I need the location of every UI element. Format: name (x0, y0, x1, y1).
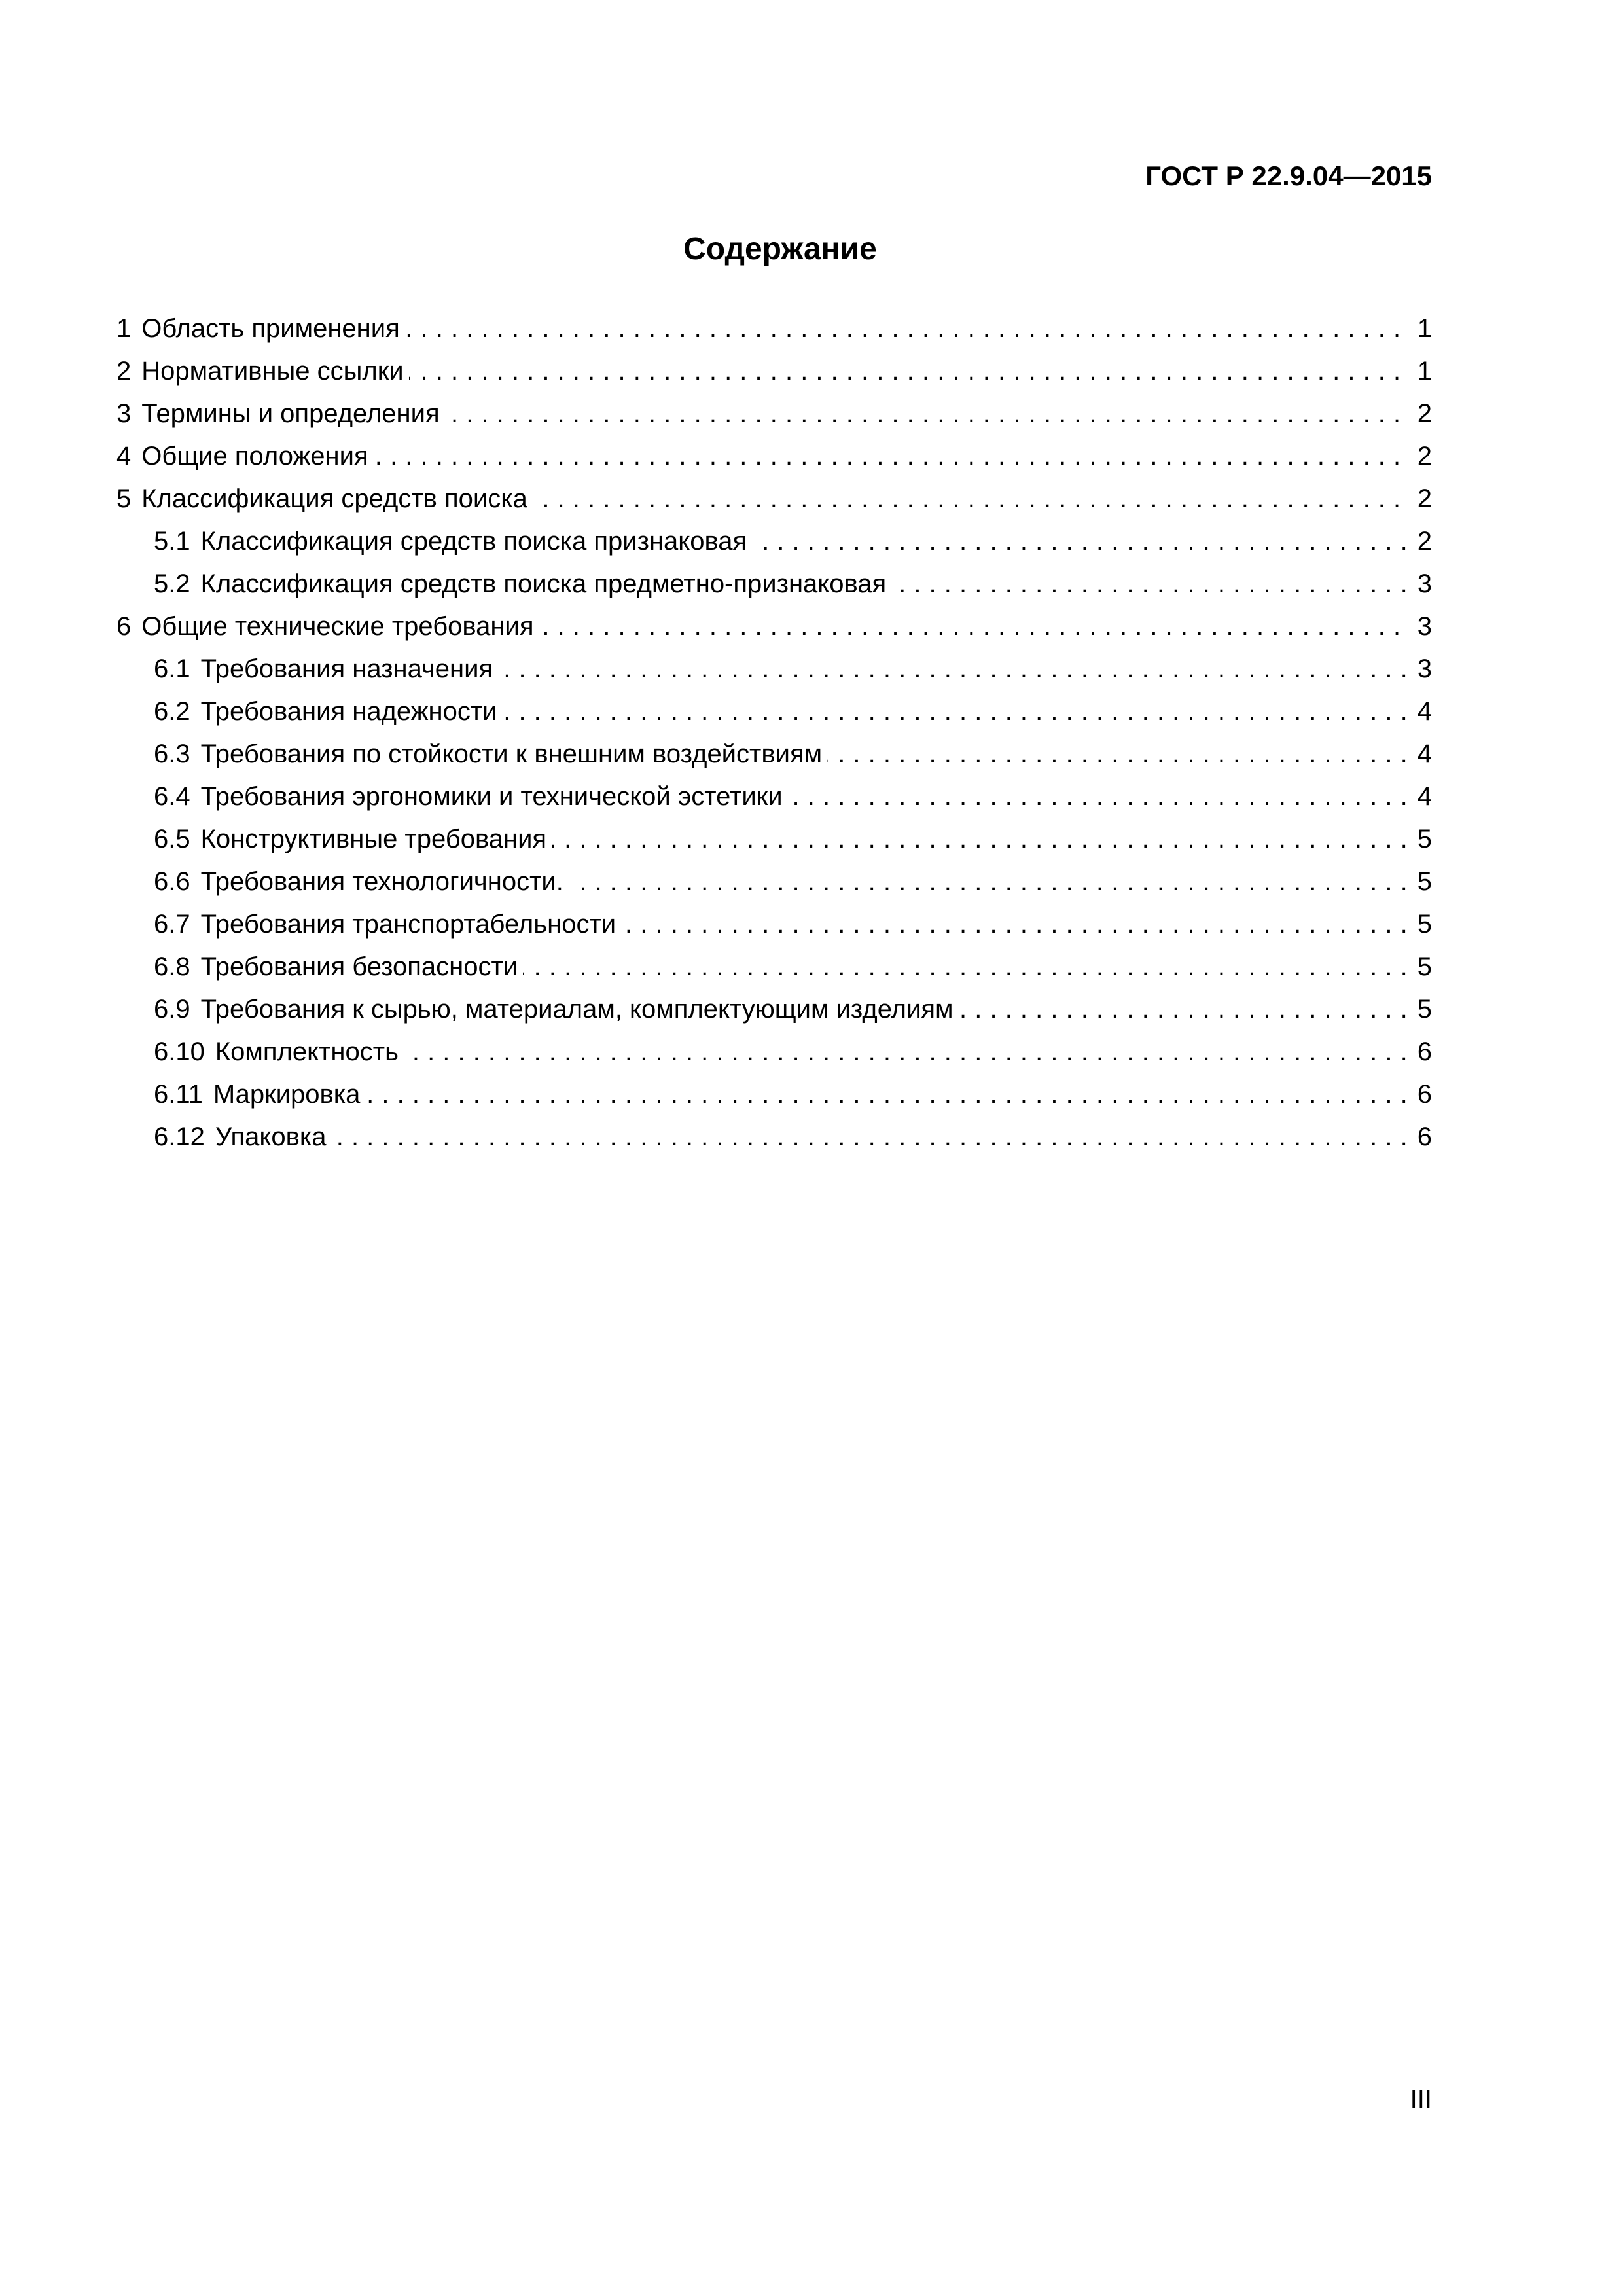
toc-entry-text (154, 782, 788, 811)
toc-entry-page: 6 (1415, 1073, 1432, 1116)
toc-entry-page: 3 (1415, 563, 1432, 605)
toc-entry-text (154, 527, 752, 556)
toc-entry-number: 1 (116, 314, 132, 343)
toc-entry-text (154, 952, 523, 981)
toc-entry-text (116, 484, 533, 513)
toc-entry[interactable] (116, 478, 1432, 520)
toc-entry-text (154, 655, 498, 683)
toc-entry-number: 6.12 (154, 1122, 205, 1151)
page-title: Содержание (683, 232, 877, 266)
toc-entry-number: 6.11 (154, 1080, 203, 1109)
toc-entry-number: 6.8 (154, 952, 190, 981)
toc-entry-number: 6.1 (154, 655, 190, 683)
toc-entry-number: 5.1 (154, 527, 190, 556)
toc-entry-number: 3 (116, 399, 132, 428)
toc-entry-text (116, 314, 405, 343)
toc-entry-number: 2 (116, 357, 132, 386)
toc-entry-page: 4 (1415, 733, 1432, 776)
toc-entry[interactable] (154, 733, 1432, 776)
toc-entry-text (116, 442, 374, 471)
toc-entry[interactable] (154, 903, 1432, 946)
toc-entry[interactable] (154, 691, 1432, 733)
toc-entry-title: Маркировка (213, 1080, 361, 1109)
toc-entry[interactable] (154, 1073, 1432, 1116)
toc-entry-page: 5 (1415, 988, 1432, 1031)
toc-entry-number: 6.9 (154, 995, 190, 1024)
toc-entry-number: 5 (116, 484, 132, 513)
toc-entry-page: 1 (1415, 350, 1432, 393)
toc-entry-title: Конструктивные требования (200, 825, 547, 853)
toc-entry-page: 2 (1415, 435, 1432, 478)
toc-entry[interactable] (116, 308, 1432, 350)
toc-entry-page: 1 (1415, 308, 1432, 350)
toc-entry-title: Общие положения (141, 442, 368, 471)
toc-entry-title: Требования по стойкости к внешним воздействиям (200, 740, 823, 768)
toc-entry[interactable] (116, 435, 1432, 478)
toc-entry-text (154, 1080, 365, 1109)
toc-entry-page: 5 (1415, 861, 1432, 903)
toc-entry[interactable] (116, 605, 1432, 648)
toc-entry-page: 2 (1415, 393, 1432, 435)
toc-entry-number: 4 (116, 442, 132, 471)
toc-entry[interactable] (154, 520, 1432, 563)
toc-entry-text (116, 612, 539, 641)
toc-entry-text (154, 825, 552, 853)
toc-entry-page: 3 (1415, 605, 1432, 648)
toc-entry-title: Классификация средств поиска признаковая (200, 527, 747, 556)
toc-entry-title: Область применения (141, 314, 400, 343)
toc-entry-text (154, 910, 621, 939)
toc-entry-title: Упаковка (215, 1122, 327, 1151)
toc-entry-number: 6.4 (154, 782, 190, 811)
toc-entry-title: Требования транспортабельности (200, 910, 616, 939)
table-of-contents (116, 308, 1432, 1158)
toc-entry-title: Термины и определения (141, 399, 440, 428)
toc-entry-title: Требования надежности (200, 697, 497, 726)
toc-entry-number: 6.2 (154, 697, 190, 726)
toc-entry-page: 5 (1415, 946, 1432, 988)
toc-entry-title: Комплектность (215, 1037, 399, 1066)
toc-entry[interactable] (154, 1116, 1432, 1158)
toc-entry-text (154, 1037, 404, 1066)
toc-entry-number: 6 (116, 612, 132, 641)
toc-entry-title: Требования технологичности. (200, 867, 563, 896)
toc-entry-page: 6 (1415, 1031, 1432, 1073)
toc-entry-page: 2 (1415, 478, 1432, 520)
toc-entry-page: 2 (1415, 520, 1432, 563)
toc-entry-text (154, 697, 502, 726)
toc-entry-number: 6.7 (154, 910, 190, 939)
toc-entry-text (154, 867, 569, 896)
toc-entry-title: Классификация средств поиска предметно-признаковая (200, 569, 887, 598)
toc-entry-text (116, 357, 409, 386)
toc-entry-title: Общие технические требования (141, 612, 534, 641)
toc-entry-text (154, 569, 891, 598)
toc-entry-page: 5 (1415, 903, 1432, 946)
page-number: III (1410, 2085, 1432, 2114)
toc-entry-title: Нормативные ссылки (141, 357, 404, 386)
toc-entry-number: 6.10 (154, 1037, 205, 1066)
toc-entry-page: 5 (1415, 818, 1432, 861)
toc-entry-text (154, 740, 827, 768)
toc-entry[interactable] (154, 818, 1432, 861)
toc-entry-text (116, 399, 445, 428)
toc-entry[interactable] (154, 648, 1432, 691)
toc-entry[interactable] (116, 393, 1432, 435)
toc-entry-text (154, 1122, 331, 1151)
toc-entry[interactable] (154, 946, 1432, 988)
toc-entry-text (154, 995, 959, 1024)
toc-entry-page: 4 (1415, 776, 1432, 818)
toc-entry-title: Требования к сырью, материалам, комплектующим изделиям (200, 995, 954, 1024)
toc-entry-page: 6 (1415, 1116, 1432, 1158)
toc-entry[interactable] (116, 350, 1432, 393)
toc-entry-page: 4 (1415, 691, 1432, 733)
toc-entry-number: 5.2 (154, 569, 190, 598)
document-code: ГОСТ Р 22.9.04—2015 (1145, 160, 1432, 191)
toc-entry[interactable] (154, 988, 1432, 1031)
toc-entry[interactable] (154, 861, 1432, 903)
toc-entry-number: 6.6 (154, 867, 190, 896)
toc-entry-number: 6.5 (154, 825, 190, 853)
toc-entry-title: Требования эргономики и технической эстетики (200, 782, 783, 811)
toc-entry-title: Требования назначения (200, 655, 493, 683)
toc-entry-number: 6.3 (154, 740, 190, 768)
toc-entry[interactable] (154, 776, 1432, 818)
toc-entry[interactable] (154, 563, 1432, 605)
toc-entry-title: Требования безопасности (200, 952, 518, 981)
toc-entry-page: 3 (1415, 648, 1432, 691)
toc-entry[interactable] (154, 1031, 1432, 1073)
toc-entry-title: Классификация средств поиска (141, 484, 527, 513)
